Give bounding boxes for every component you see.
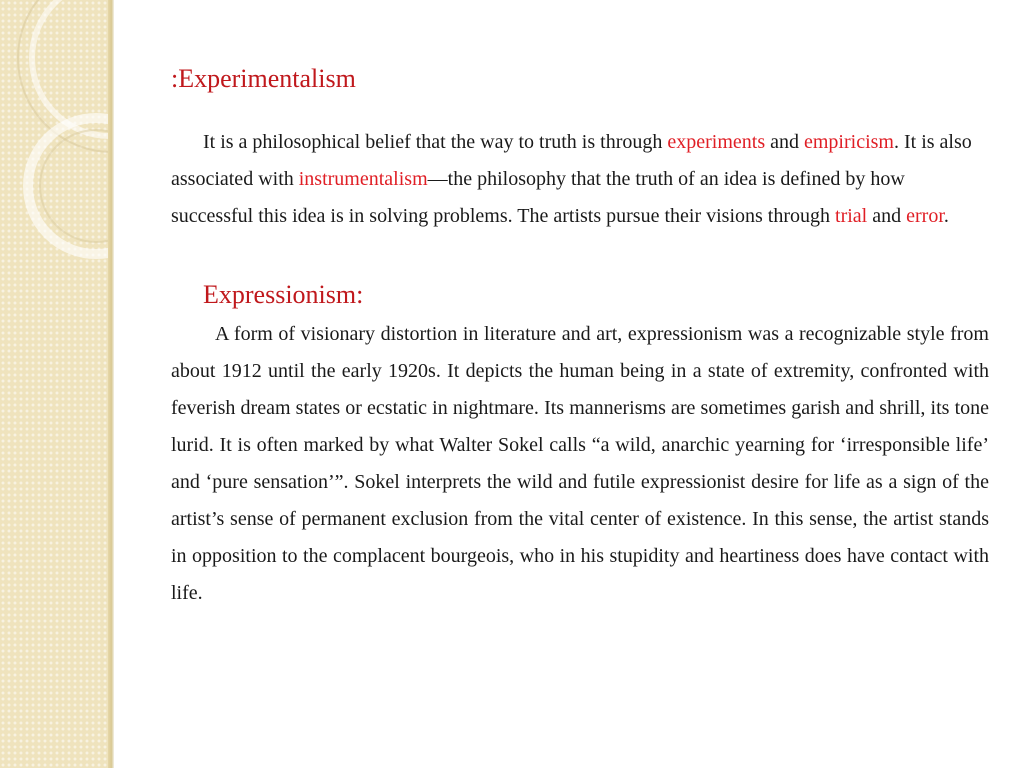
text-segment: . It is also associated with: [171, 131, 972, 190]
text-segment: .: [943, 205, 949, 227]
decorative-sidebar: [0, 0, 112, 768]
experimentalism-heading: :Experimentalism: [171, 64, 356, 93]
text-segment: It is a philosophical belief that the way to truth is through: [203, 131, 668, 153]
highlight-instrumentalism: instrumentalism: [298, 168, 428, 190]
text-segment: and: [765, 131, 804, 153]
highlight-trial: trial: [835, 205, 868, 227]
sidebar-edge: [108, 0, 114, 768]
sidebar-circles-decoration: [0, 0, 112, 768]
expressionism-heading: Expressionism:: [203, 280, 364, 309]
expressionism-paragraph: [171, 316, 989, 612]
text-segment: and: [867, 205, 907, 227]
highlight-experiments: experiments: [667, 131, 766, 153]
highlight-empiricism: empiricism: [804, 131, 894, 153]
text-segment: —the philosophy that the truth of an idea is defined by how successful this idea is in solving problems. The artists pursue their visions through: [171, 168, 905, 227]
highlight-error: error: [906, 205, 944, 227]
experimentalism-paragraph: [171, 124, 989, 235]
expressionism-body: A form of visionary distortion in literature and art, expressionism was a recognizable style from about 1912 until the early 1920s. It depicts the human being in a state of extremity, confronted with feverish dream states or ecstatic in nightmare. Its mannerisms are sometimes garish and shrill, its tone lurid. It is often marked by what Walter Sokel calls “a wild, anarchic yearning for ‘irresponsible life’ and ‘pure sensation’”. Sokel interprets the wild and futile expressionist desire for life as a sign of the artist’s sense of permanent exclusion from the vital center of existence. In this sense, the artist stands in opposition to the complacent bourgeois, who in his stupidity and heartiness does have contact with life.: [171, 323, 989, 604]
